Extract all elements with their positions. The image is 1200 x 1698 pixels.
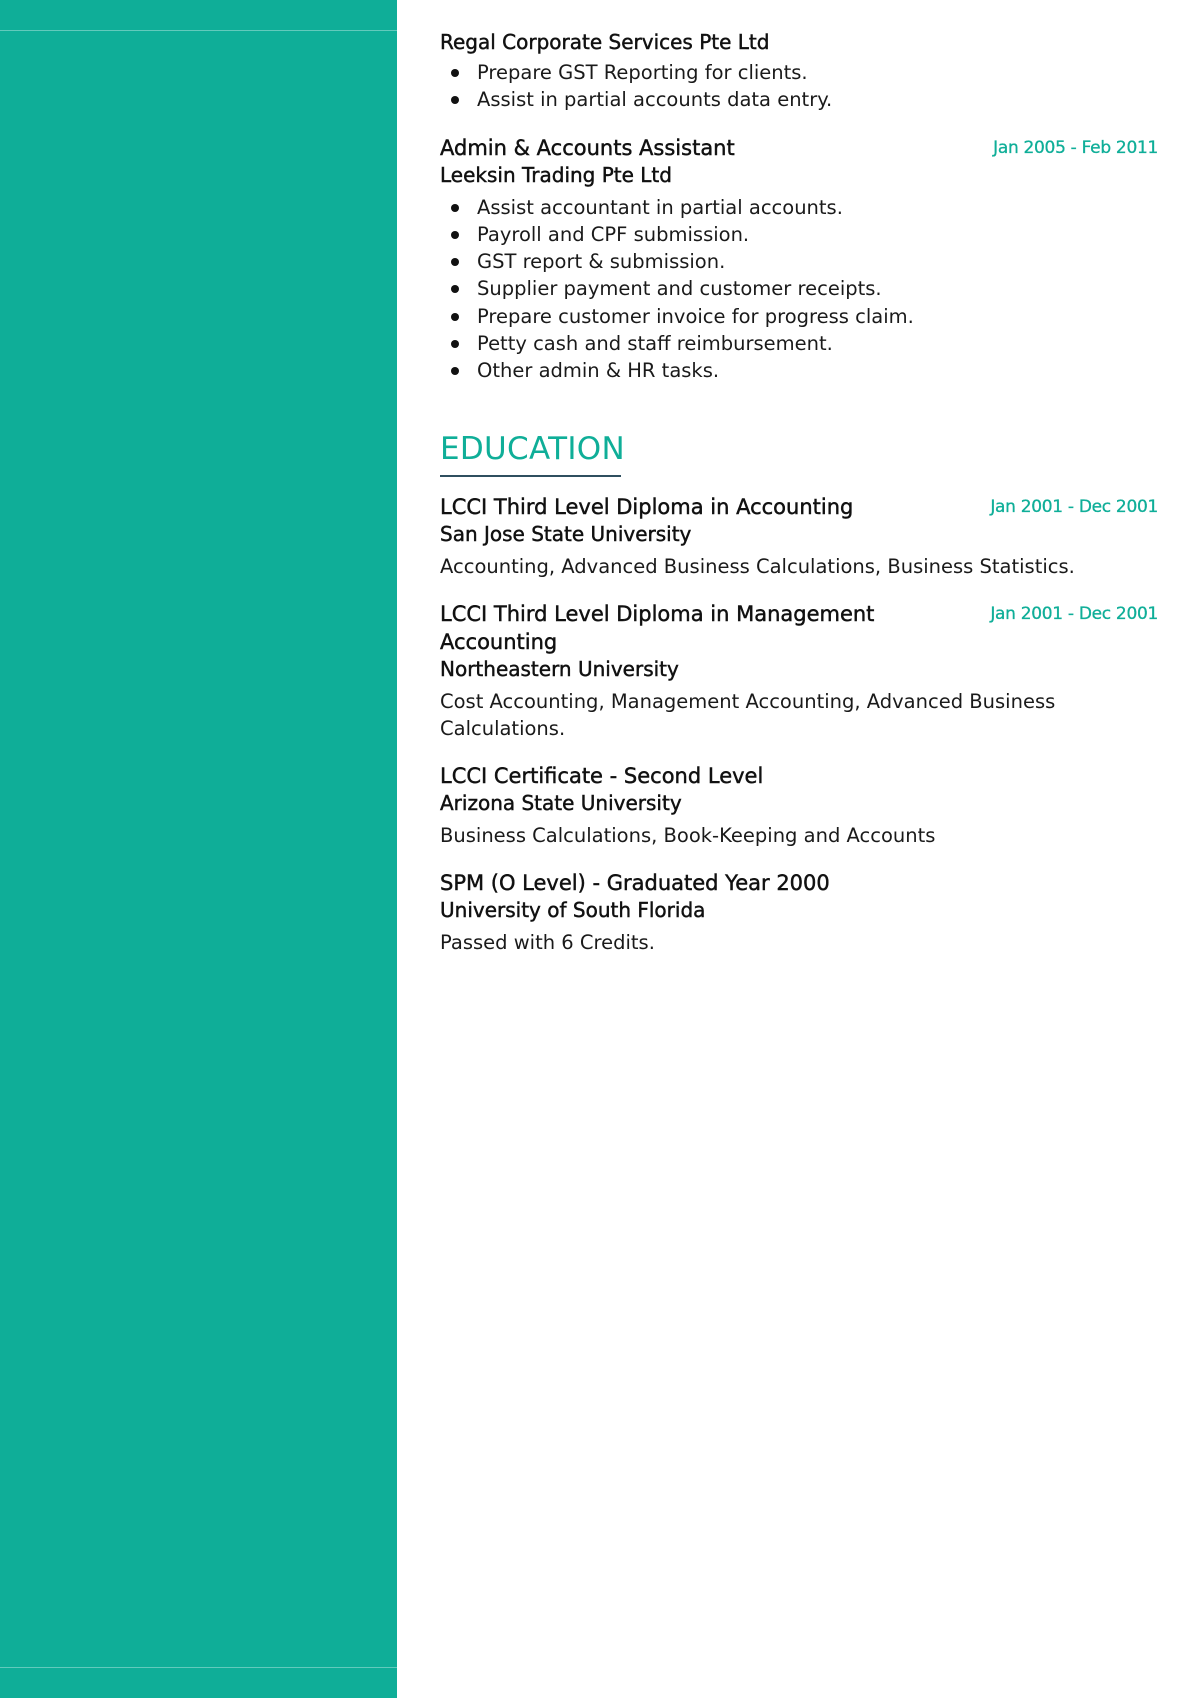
experience-company: Regal Corporate Services Pte Ltd [440, 30, 770, 54]
list-item: Prepare GST Reporting for clients. [477, 59, 1158, 86]
education-school: Northeastern University [440, 656, 679, 681]
education-entry [440, 869, 1158, 956]
section-underline [440, 475, 621, 477]
education-section [440, 429, 1158, 956]
education-degree: LCCI Certificate - Second Level [440, 763, 764, 788]
education-entry [440, 493, 1158, 580]
experience-entry [440, 134, 1158, 385]
education-description: Accounting, Advanced Business Calculations, Business Statistics. [440, 554, 1075, 578]
experience-title: Admin & Accounts Assistant [440, 135, 735, 160]
education-description: Passed with 6 Credits. [440, 930, 655, 954]
experience-company: Leeksin Trading Pte Ltd [440, 162, 672, 187]
experience-bullets [440, 194, 1158, 385]
sidebar-panel [0, 0, 397, 1698]
education-dates: Jan 2001 - Dec 2001 [990, 496, 1158, 517]
education-degree: SPM (O Level) - Graduated Year 2000 [440, 870, 830, 895]
list-item: Prepare customer invoice for progress claim. [477, 303, 1158, 330]
list-item: Payroll and CPF submission. [477, 221, 1158, 248]
experience-bullets [440, 59, 1158, 114]
education-description: Cost Accounting, Management Accounting, Advanced Business Calculations. [440, 689, 1056, 740]
education-school: Arizona State University [440, 790, 682, 815]
education-degree: LCCI Third Level Diploma in Management Accounting [440, 601, 875, 654]
experience-entry [440, 29, 1158, 114]
education-entry [440, 600, 1158, 742]
education-school: San Jose State University [440, 521, 692, 546]
sidebar-top-divider [0, 30, 397, 31]
experience-dates: Jan 2005 - Feb 2011 [993, 137, 1158, 158]
list-item: Supplier payment and customer receipts. [477, 275, 1158, 302]
education-entry [440, 762, 1158, 849]
education-description: Business Calculations, Book-Keeping and Accounts [440, 823, 936, 847]
list-item: GST report & submission. [477, 248, 1158, 275]
education-dates: Jan 2001 - Dec 2001 [990, 603, 1158, 624]
section-heading: EDUCATION [440, 430, 625, 467]
list-item: Other admin & HR tasks. [477, 357, 1158, 384]
main-content [440, 29, 1158, 956]
list-item: Assist accountant in partial accounts. [477, 194, 1158, 221]
list-item: Assist in partial accounts data entry. [477, 86, 1158, 113]
education-school: University of South Florida [440, 897, 706, 922]
education-degree: LCCI Third Level Diploma in Accounting [440, 494, 854, 519]
sidebar-bottom-divider [0, 1667, 397, 1668]
list-item: Petty cash and staff reimbursement. [477, 330, 1158, 357]
